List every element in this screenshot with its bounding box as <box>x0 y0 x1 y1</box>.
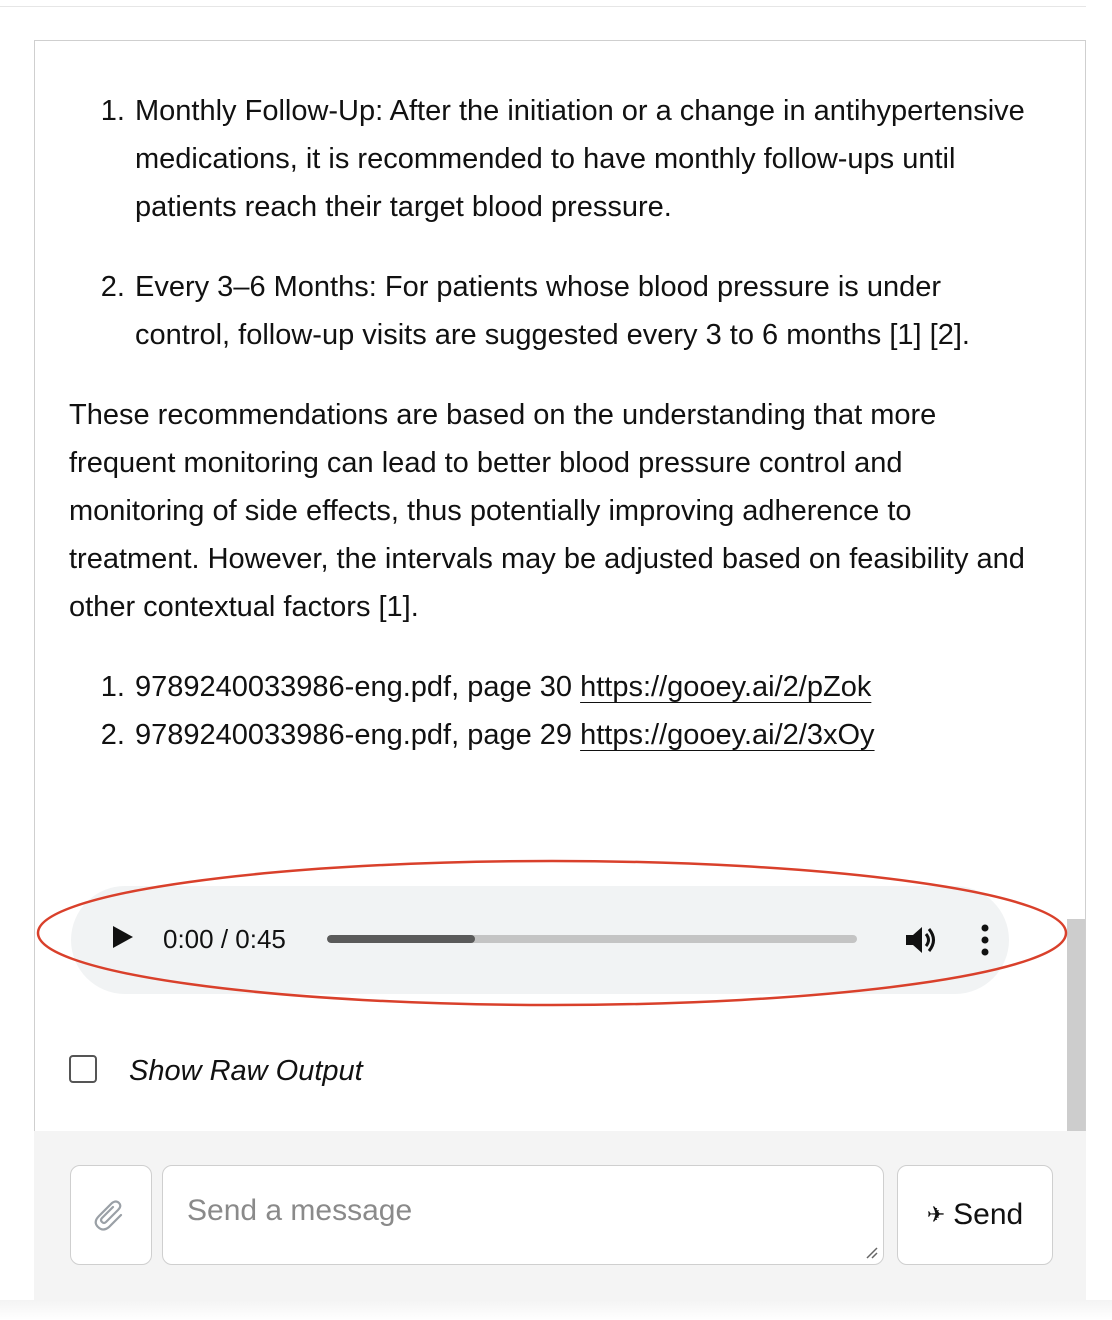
followup-text: For patients whose blood pressure is under control, follow-up visits are suggested every 3 to 6 months [1] [2]. <box>135 271 970 351</box>
audio-time: 0:00 / 0:45 <box>163 924 286 954</box>
cut-off-text-remnant <box>265 40 505 45</box>
list-item <box>133 263 1044 359</box>
list-item <box>133 711 1044 759</box>
resize-handle-icon[interactable] <box>864 1245 878 1259</box>
more-vertical-icon[interactable] <box>977 922 993 958</box>
paperclip-icon <box>93 1198 129 1234</box>
play-icon[interactable] <box>113 926 133 948</box>
top-divider <box>0 6 1086 7</box>
reference-link[interactable]: https://gooey.ai/2/3xOy <box>580 719 875 751</box>
chat-panel <box>34 40 1086 1131</box>
audio-progress-bar[interactable] <box>327 935 857 943</box>
bottom-edge <box>0 1300 1112 1320</box>
followup-text: After the initiation or a change in antihypertensive medications, it is recommended to have monthly follow-ups until patients reach their target blood pressure. <box>135 95 1025 223</box>
reference-list <box>69 663 1044 759</box>
send-label: Send <box>953 1198 1024 1231</box>
volume-icon[interactable] <box>903 922 939 958</box>
audio-progress-fill <box>327 935 475 943</box>
followup-title: Every 3–6 Months: <box>135 271 377 303</box>
followup-list <box>69 87 1044 359</box>
scrollbar-thumb[interactable] <box>1067 919 1085 1131</box>
followup-title: Monthly Follow-Up: <box>135 95 384 127</box>
assistant-message <box>69 87 1044 759</box>
message-paragraph: These recommendations are based on the understanding that more frequent monitoring can lead to better blood pressure control and monitoring of side effects, thus potentially improving adherence to treatment. However, the intervals may be adjusted based on feasibility and other contextual factors [1]. <box>69 399 1025 623</box>
show-raw-output-label[interactable]: Show Raw Output <box>129 1055 363 1087</box>
list-item <box>133 663 1044 711</box>
reference-link[interactable]: https://gooey.ai/2/pZok <box>580 671 872 703</box>
audio-player <box>71 886 1009 994</box>
reference-text: 9789240033986-eng.pdf, page 29 <box>135 719 581 751</box>
send-icon: ✈ <box>926 1202 946 1227</box>
message-input[interactable] <box>162 1165 884 1265</box>
reference-text: 9789240033986-eng.pdf, page 30 <box>135 671 581 703</box>
attach-button[interactable] <box>70 1165 152 1265</box>
list-item <box>133 87 1044 231</box>
send-button[interactable] <box>897 1165 1053 1265</box>
message-composer <box>34 1131 1086 1306</box>
show-raw-output-checkbox[interactable] <box>69 1055 97 1083</box>
